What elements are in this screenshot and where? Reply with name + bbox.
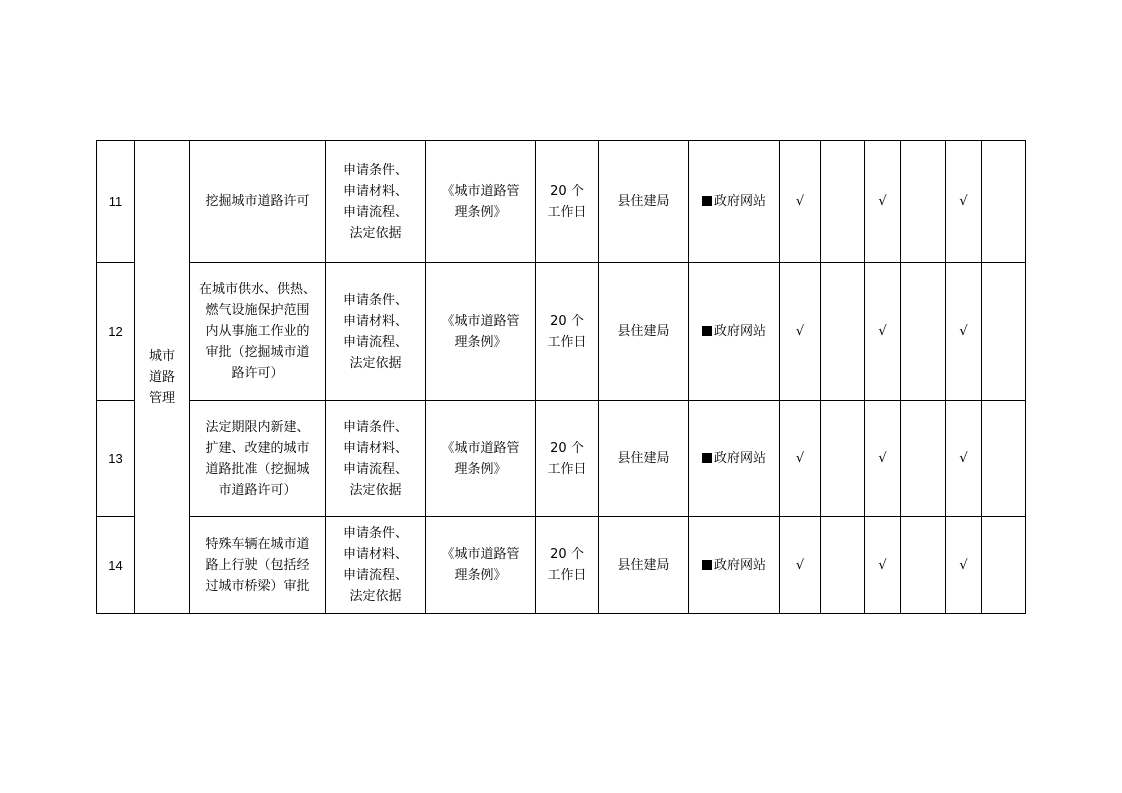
subject: 县住建局 xyxy=(599,263,689,401)
time-limit: 20 个 工作日 xyxy=(536,517,599,614)
channel-cell xyxy=(689,401,780,517)
time-limit: 20 个 工作日 xyxy=(536,141,599,263)
legal-basis: 《城市道路管 理条例》 xyxy=(426,263,536,401)
check-1: √ xyxy=(780,401,821,517)
check-6 xyxy=(982,401,1026,517)
channel-label: 政府网站 xyxy=(713,557,766,573)
check-4 xyxy=(901,517,946,614)
subject: 县住建局 xyxy=(599,517,689,614)
channel-label: 政府网站 xyxy=(713,194,766,209)
check-4 xyxy=(901,401,946,517)
legal-basis: 《城市道路管 理条例》 xyxy=(426,517,536,614)
check-3: √ xyxy=(865,141,901,263)
check-2 xyxy=(821,401,865,517)
channel-cell xyxy=(689,141,780,263)
row-number: 12 xyxy=(97,263,135,401)
item-name: 在城市供水、供热、 燃气设施保护范围 内从事施工作业的 审批（挖掘城市道 路许可） xyxy=(190,263,326,401)
disclosure-table xyxy=(96,140,1026,614)
subject: 县住建局 xyxy=(599,401,689,517)
table-row xyxy=(97,141,1026,263)
filled-square-icon xyxy=(702,326,712,336)
item-name: 特殊车辆在城市道 路上行驶（包括经 过城市桥梁）审批 xyxy=(190,517,326,614)
check-5: √ xyxy=(946,141,982,263)
check-1: √ xyxy=(780,517,821,614)
check-6 xyxy=(982,141,1026,263)
check-1: √ xyxy=(780,141,821,263)
row-number: 11 xyxy=(97,141,135,263)
check-2 xyxy=(821,141,865,263)
check-6 xyxy=(982,263,1026,401)
item-name: 法定期限内新建、 扩建、改建的城市 道路批准（挖掘城 市道路许可） xyxy=(190,401,326,517)
disclosure-content: 申请条件、 申请材料、 申请流程、 法定依据 xyxy=(326,141,426,263)
filled-square-icon xyxy=(702,196,712,206)
check-5: √ xyxy=(946,401,982,517)
subject: 县住建局 xyxy=(599,141,689,263)
row-number: 14 xyxy=(97,517,135,614)
table-row xyxy=(97,263,1026,401)
time-limit: 20 个 工作日 xyxy=(536,401,599,517)
check-4 xyxy=(901,141,946,263)
row-number: 13 xyxy=(97,401,135,517)
category-label: 城市 道路 管理 xyxy=(148,348,175,406)
time-limit: 20 个 工作日 xyxy=(536,263,599,401)
legal-basis: 《城市道路管 理条例》 xyxy=(426,401,536,517)
filled-square-icon xyxy=(702,560,712,570)
channel-label: 政府网站 xyxy=(713,451,766,466)
check-5: √ xyxy=(946,517,982,614)
check-3: √ xyxy=(865,517,901,614)
check-4 xyxy=(901,263,946,401)
check-5: √ xyxy=(946,263,982,401)
channel-label: 政府网站 xyxy=(713,324,766,339)
check-2 xyxy=(821,517,865,614)
disclosure-content: 申请条件、 申请材料、 申请流程、 法定依据 xyxy=(326,517,426,614)
check-3: √ xyxy=(865,401,901,517)
check-6 xyxy=(982,517,1026,614)
check-1: √ xyxy=(780,263,821,401)
table-row xyxy=(97,401,1026,517)
filled-square-icon xyxy=(702,453,712,463)
legal-basis: 《城市道路管 理条例》 xyxy=(426,141,536,263)
check-2 xyxy=(821,263,865,401)
item-name: 挖掘城市道路许可 xyxy=(190,141,326,263)
category-cell xyxy=(135,141,190,614)
channel-cell xyxy=(689,263,780,401)
disclosure-content: 申请条件、 申请材料、 申请流程、 法定依据 xyxy=(326,401,426,517)
table-row xyxy=(97,517,1026,614)
disclosure-content: 申请条件、 申请材料、 申请流程、 法定依据 xyxy=(326,263,426,401)
channel-cell xyxy=(689,517,780,614)
check-3: √ xyxy=(865,263,901,401)
